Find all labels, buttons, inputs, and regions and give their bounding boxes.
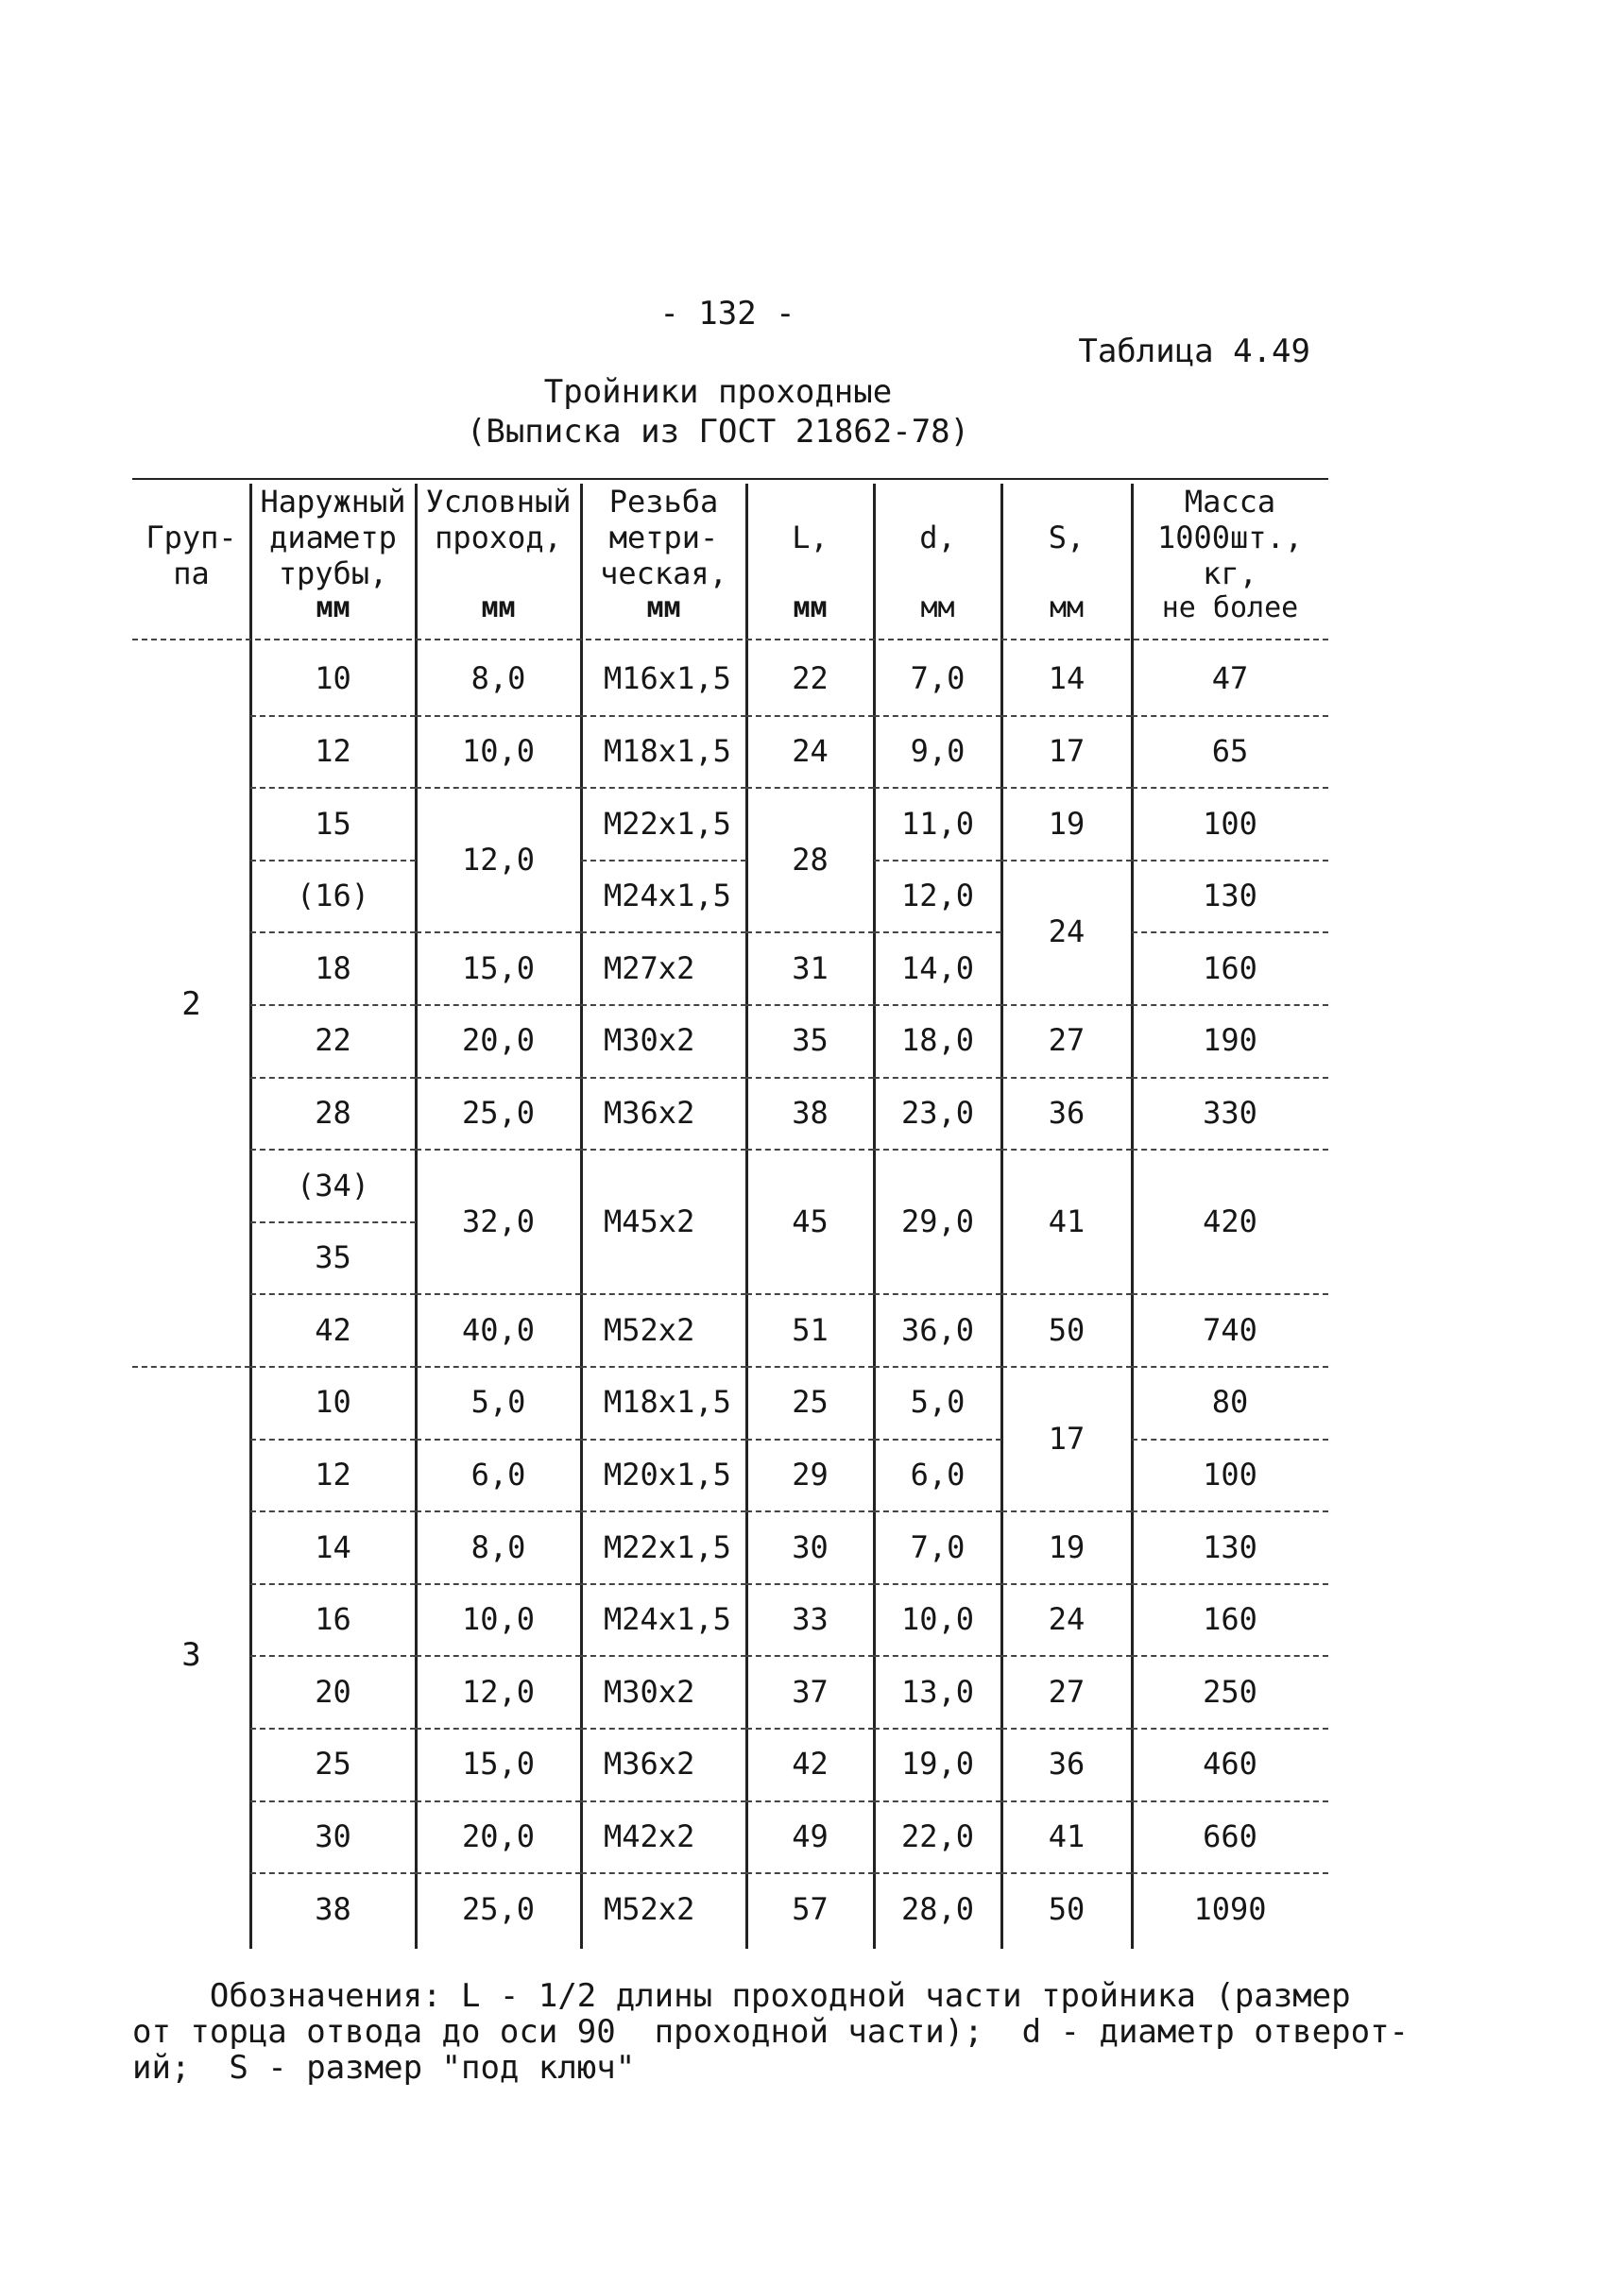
table-cell: 20 bbox=[315, 1673, 351, 1710]
row-separator bbox=[250, 931, 416, 933]
row-separator bbox=[874, 860, 1001, 862]
row-separator bbox=[874, 1800, 1001, 1802]
row-separator bbox=[874, 1004, 1001, 1006]
row-separator bbox=[416, 1439, 581, 1441]
table-cell: М52х2 bbox=[604, 1890, 695, 1927]
table-cell: 28,0 bbox=[900, 1890, 975, 1927]
row-separator bbox=[416, 1149, 581, 1151]
table-cell: 25 bbox=[792, 1384, 829, 1421]
header-line: кг, bbox=[1203, 555, 1257, 591]
table-cell: 22 bbox=[792, 660, 829, 697]
row-separator bbox=[1001, 1510, 1132, 1512]
row-separator bbox=[1132, 1077, 1328, 1079]
row-separator bbox=[746, 1872, 874, 1874]
table-cell: 42 bbox=[792, 1746, 829, 1783]
row-separator bbox=[250, 1077, 416, 1079]
table-cell: М52х2 bbox=[604, 1311, 695, 1348]
row-separator bbox=[416, 1800, 581, 1802]
row-separator bbox=[1001, 1149, 1132, 1151]
row-separator bbox=[1132, 1293, 1328, 1295]
table-cell: 5,0 bbox=[910, 1384, 966, 1421]
row-separator bbox=[1001, 1655, 1132, 1657]
row-separator bbox=[416, 787, 581, 789]
table-cell: М30х2 bbox=[604, 1022, 695, 1059]
row-separator bbox=[581, 1872, 746, 1874]
row-separator bbox=[250, 860, 416, 862]
table-title bbox=[0, 372, 1436, 452]
table-cell: 28 bbox=[315, 1094, 351, 1131]
row-separator bbox=[416, 1872, 581, 1874]
row-separator bbox=[746, 1800, 874, 1802]
row-separator bbox=[416, 1510, 581, 1512]
row-separator bbox=[874, 1439, 1001, 1441]
table-cell: 36,0 bbox=[900, 1311, 975, 1348]
row-separator bbox=[250, 1004, 416, 1006]
table-cell: 6,0 bbox=[910, 1456, 966, 1493]
table-cell: 41 bbox=[1048, 1817, 1086, 1854]
row-separator bbox=[581, 860, 746, 862]
table-cell: 14,0 bbox=[900, 949, 975, 986]
header-line: трубы, bbox=[278, 555, 388, 591]
row-separator bbox=[581, 1728, 746, 1730]
header-line: Груп- bbox=[145, 520, 237, 555]
row-separator bbox=[581, 1439, 746, 1441]
row-separator bbox=[581, 931, 746, 933]
table-cell: 17 bbox=[1048, 1420, 1086, 1457]
table-cell: (34) bbox=[296, 1167, 370, 1203]
table-label: Таблица 4.49 bbox=[1078, 333, 1310, 370]
table-cell: М16х1,5 bbox=[604, 660, 731, 697]
row-separator bbox=[1132, 1800, 1328, 1802]
table-cell: 12,0 bbox=[461, 841, 536, 878]
table-cell: 19,0 bbox=[900, 1746, 975, 1783]
row-separator bbox=[250, 1366, 416, 1368]
table-cell: 250 bbox=[1203, 1673, 1257, 1710]
table-cell: 100 bbox=[1203, 1456, 1257, 1493]
row-separator bbox=[746, 1004, 874, 1006]
row-separator bbox=[1132, 1583, 1328, 1585]
table-cell: 33 bbox=[792, 1601, 829, 1638]
row-separator bbox=[581, 1583, 746, 1585]
table-cell: 41 bbox=[1048, 1203, 1086, 1239]
table-cell: 50 bbox=[1048, 1890, 1086, 1927]
table-cell: 10 bbox=[315, 660, 351, 697]
table-cell: 37 bbox=[792, 1673, 829, 1710]
header-unit: мм bbox=[793, 591, 828, 624]
row-separator bbox=[250, 787, 416, 789]
table-cell: М24х1,5 bbox=[604, 1601, 731, 1638]
table-cell: (16) bbox=[296, 878, 370, 914]
row-separator bbox=[746, 1583, 874, 1585]
row-separator bbox=[581, 715, 746, 717]
table-cell: М36х2 bbox=[604, 1094, 695, 1131]
table-cell: М45х2 bbox=[604, 1203, 695, 1239]
table-cell: 57 bbox=[792, 1890, 829, 1927]
table-cell: 330 bbox=[1203, 1094, 1257, 1131]
table-cell: 25,0 bbox=[461, 1094, 536, 1131]
table-cell: М24х1,5 bbox=[604, 878, 731, 914]
group-label: 2 bbox=[181, 985, 201, 1023]
header-line: d, bbox=[919, 520, 956, 555]
row-separator bbox=[581, 1149, 746, 1151]
table-cell: 12,0 bbox=[900, 878, 975, 914]
table-cell: 15,0 bbox=[461, 1746, 536, 1783]
row-separator bbox=[1132, 715, 1328, 717]
row-separator bbox=[250, 1728, 416, 1730]
header-line: па bbox=[173, 555, 210, 591]
row-separator bbox=[416, 1077, 581, 1079]
table-cell: 1090 bbox=[1193, 1890, 1267, 1927]
row-separator bbox=[250, 1149, 416, 1151]
table-cell: 10,0 bbox=[461, 1601, 536, 1638]
row-separator bbox=[1132, 1872, 1328, 1874]
row-separator bbox=[416, 1728, 581, 1730]
table-cell: М30х2 bbox=[604, 1673, 695, 1710]
row-separator bbox=[746, 1366, 874, 1368]
table-cell: М22х1,5 bbox=[604, 1528, 731, 1565]
table-cell: 32,0 bbox=[461, 1203, 536, 1239]
row-separator bbox=[1001, 1872, 1132, 1874]
row-separator bbox=[1001, 1293, 1132, 1295]
row-separator bbox=[416, 1004, 581, 1006]
table-cell: 15,0 bbox=[461, 949, 536, 986]
row-separator bbox=[1001, 1004, 1132, 1006]
row-separator bbox=[581, 1655, 746, 1657]
header-line: Условный bbox=[425, 484, 572, 520]
table-cell: 160 bbox=[1203, 949, 1257, 986]
table-cell: М18х1,5 bbox=[604, 1384, 731, 1421]
row-separator bbox=[746, 1439, 874, 1441]
row-separator bbox=[1001, 1583, 1132, 1585]
row-separator bbox=[746, 1077, 874, 1079]
row-separator bbox=[250, 1872, 416, 1874]
table-cell: 160 bbox=[1203, 1601, 1257, 1638]
row-separator bbox=[746, 715, 874, 717]
table-cell: 36 bbox=[1048, 1746, 1086, 1783]
legend-line-2: от торца отвода до оси 90 проходной части); d - диаметр отверот- bbox=[132, 2013, 1410, 2051]
row-separator bbox=[416, 1583, 581, 1585]
row-separator bbox=[581, 1366, 746, 1368]
row-separator bbox=[581, 1293, 746, 1295]
table-cell: 50 bbox=[1048, 1311, 1086, 1348]
table-cell: М42х2 bbox=[604, 1817, 695, 1854]
row-separator bbox=[581, 1077, 746, 1079]
table-cell: 18,0 bbox=[900, 1022, 975, 1059]
table-cell: 36 bbox=[1048, 1094, 1086, 1131]
table-cell: 20,0 bbox=[461, 1817, 536, 1854]
row-separator bbox=[250, 1800, 416, 1802]
row-separator bbox=[581, 1004, 746, 1006]
table-cell: 35 bbox=[315, 1239, 351, 1276]
table-cell: 29 bbox=[792, 1456, 829, 1493]
row-separator bbox=[1132, 1149, 1328, 1151]
row-separator bbox=[1132, 1439, 1328, 1441]
header-unit: мм bbox=[316, 591, 350, 624]
header-line: 1000шт., bbox=[1156, 520, 1304, 555]
table-cell: 12 bbox=[315, 732, 351, 769]
table-cell: 10 bbox=[315, 1384, 351, 1421]
row-separator bbox=[1132, 860, 1328, 862]
header-line: Масса bbox=[1184, 484, 1276, 520]
header-line: ческая, bbox=[600, 555, 727, 591]
title-line-1: Тройники проходные bbox=[543, 373, 893, 411]
table-cell: 28 bbox=[792, 841, 829, 878]
table-cell: 8,0 bbox=[470, 660, 526, 697]
row-separator bbox=[581, 1800, 746, 1802]
row-separator bbox=[1132, 1655, 1328, 1657]
header-unit: мм bbox=[646, 591, 681, 624]
table-cell: 6,0 bbox=[470, 1456, 526, 1493]
row-separator bbox=[746, 931, 874, 933]
table-cell: М22х1,5 bbox=[604, 805, 731, 842]
row-separator bbox=[250, 1439, 416, 1441]
row-separator bbox=[250, 1293, 416, 1295]
row-separator bbox=[1001, 1728, 1132, 1730]
page-number: - 132 - bbox=[659, 295, 795, 333]
row-separator bbox=[874, 715, 1001, 717]
title-line-2: (Выписка из ГОСТ 21862-78) bbox=[466, 413, 970, 451]
table-cell: 30 bbox=[315, 1817, 351, 1854]
table-cell: 29,0 bbox=[900, 1203, 975, 1239]
row-separator bbox=[1001, 715, 1132, 717]
row-separator bbox=[1132, 1366, 1328, 1368]
row-separator bbox=[746, 1655, 874, 1657]
table-cell: 24 bbox=[1048, 913, 1086, 950]
table-cell: 20,0 bbox=[461, 1022, 536, 1059]
header-unit: мм bbox=[481, 591, 516, 624]
table-cell: 8,0 bbox=[470, 1528, 526, 1565]
table-cell: 38 bbox=[315, 1890, 351, 1927]
table-cell: 420 bbox=[1203, 1203, 1257, 1239]
table-cell: 45 bbox=[792, 1203, 829, 1239]
table-cell: 49 bbox=[792, 1817, 829, 1854]
row-separator bbox=[416, 715, 581, 717]
row-separator bbox=[416, 931, 581, 933]
table-cell: 80 bbox=[1211, 1384, 1249, 1421]
header-unit: мм bbox=[1049, 591, 1085, 624]
table-cell: 35 bbox=[792, 1022, 829, 1059]
row-separator bbox=[250, 1510, 416, 1512]
table-cell: М20х1,5 bbox=[604, 1456, 731, 1493]
table-cell: 130 bbox=[1203, 878, 1257, 914]
table-cell: 19 bbox=[1048, 805, 1086, 842]
table-cell: 7,0 bbox=[910, 660, 966, 697]
header-line: диаметр bbox=[269, 520, 397, 555]
header-unit: мм bbox=[920, 591, 955, 624]
header-line: Резьба bbox=[608, 484, 719, 520]
header-unit: не более bbox=[1161, 591, 1299, 624]
row-separator bbox=[874, 931, 1001, 933]
row-separator bbox=[1132, 931, 1328, 933]
table-cell: 27 bbox=[1048, 1673, 1086, 1710]
row-separator bbox=[1001, 1800, 1132, 1802]
row-separator bbox=[874, 1728, 1001, 1730]
row-separator bbox=[746, 1510, 874, 1512]
table-cell: 42 bbox=[315, 1311, 351, 1348]
table-cell: 7,0 bbox=[910, 1528, 966, 1565]
table-cell: 38 bbox=[792, 1094, 829, 1131]
row-separator bbox=[581, 1510, 746, 1512]
table-cell: 15 bbox=[315, 805, 351, 842]
table-cell: 12 bbox=[315, 1456, 351, 1493]
row-separator bbox=[250, 1655, 416, 1657]
row-separator bbox=[1132, 1728, 1328, 1730]
table-cell: 30 bbox=[792, 1528, 829, 1565]
table-cell: М36х2 bbox=[604, 1746, 695, 1783]
row-separator bbox=[874, 1872, 1001, 1874]
row-separator bbox=[746, 1149, 874, 1151]
table-top-rule bbox=[132, 478, 1328, 480]
row-separator bbox=[1001, 1366, 1132, 1368]
row-separator bbox=[874, 1655, 1001, 1657]
table-cell: 100 bbox=[1203, 805, 1257, 842]
table-cell: 51 bbox=[792, 1311, 829, 1348]
header-line: S, bbox=[1048, 520, 1086, 555]
row-separator bbox=[1132, 787, 1328, 789]
row-separator bbox=[416, 1293, 581, 1295]
row-separator bbox=[746, 1728, 874, 1730]
table-cell: 25,0 bbox=[461, 1890, 536, 1927]
table-cell: 25 bbox=[315, 1746, 351, 1783]
table-cell: 10,0 bbox=[900, 1601, 975, 1638]
row-separator bbox=[416, 1655, 581, 1657]
row-separator bbox=[1001, 787, 1132, 789]
table-cell: 14 bbox=[1048, 660, 1086, 697]
table-cell: 740 bbox=[1203, 1311, 1257, 1348]
header-line: Наружный bbox=[260, 484, 406, 520]
table-cell: 130 bbox=[1203, 1528, 1257, 1565]
header-line: метри- bbox=[608, 520, 719, 555]
table-cell: 9,0 bbox=[910, 732, 966, 769]
table-cell: 660 bbox=[1203, 1817, 1257, 1854]
row-separator bbox=[874, 1293, 1001, 1295]
table-cell: 5,0 bbox=[470, 1384, 526, 1421]
table-cell: 24 bbox=[792, 732, 829, 769]
header-line: проход, bbox=[435, 520, 562, 555]
table-cell: 27 bbox=[1048, 1022, 1086, 1059]
table-cell: 460 bbox=[1203, 1746, 1257, 1783]
table-cell: 24 bbox=[1048, 1601, 1086, 1638]
legend-line-3: ий; S - размер "под ключ" bbox=[132, 2049, 636, 2087]
table-cell: М27х2 bbox=[604, 949, 695, 986]
row-separator bbox=[250, 1221, 416, 1223]
table-cell: 23,0 bbox=[900, 1094, 975, 1131]
table-cell: 16 bbox=[315, 1601, 351, 1638]
row-separator bbox=[1132, 1510, 1328, 1512]
row-separator bbox=[250, 715, 416, 717]
row-separator bbox=[746, 1293, 874, 1295]
row-separator bbox=[874, 1077, 1001, 1079]
table-cell: 13,0 bbox=[900, 1673, 975, 1710]
row-separator bbox=[874, 1149, 1001, 1151]
row-separator bbox=[416, 1366, 581, 1368]
table-cell: 190 bbox=[1203, 1022, 1257, 1059]
row-separator bbox=[1132, 1004, 1328, 1006]
header-line: L, bbox=[792, 520, 829, 555]
row-separator bbox=[874, 1366, 1001, 1368]
row-separator bbox=[874, 1583, 1001, 1585]
table-cell: 10,0 bbox=[461, 732, 536, 769]
row-separator bbox=[581, 787, 746, 789]
header-separator bbox=[132, 639, 1328, 640]
group-separator bbox=[132, 1366, 250, 1368]
row-separator bbox=[874, 1510, 1001, 1512]
table-cell: 65 bbox=[1211, 732, 1249, 769]
group-label: 3 bbox=[181, 1636, 201, 1675]
table-cell: 11,0 bbox=[900, 805, 975, 842]
row-separator bbox=[874, 787, 1001, 789]
table-cell: 22,0 bbox=[900, 1817, 975, 1854]
table-cell: 14 bbox=[315, 1528, 351, 1565]
table-cell: 31 bbox=[792, 949, 829, 986]
row-separator bbox=[250, 1583, 416, 1585]
row-separator bbox=[1001, 860, 1132, 862]
table-cell: 19 bbox=[1048, 1528, 1086, 1565]
table-cell: 40,0 bbox=[461, 1311, 536, 1348]
table-cell: 47 bbox=[1211, 660, 1249, 697]
table-cell: 22 bbox=[315, 1022, 351, 1059]
table-cell: М18х1,5 bbox=[604, 732, 731, 769]
row-separator bbox=[1001, 1077, 1132, 1079]
table-cell: 12,0 bbox=[461, 1673, 536, 1710]
legend-line-1: Обозначения: L - 1/2 длины проходной части тройника (размер bbox=[132, 1977, 1351, 2015]
row-separator bbox=[746, 787, 874, 789]
table-cell: 18 bbox=[315, 949, 351, 986]
legend bbox=[132, 1977, 1410, 2087]
table-cell: 17 bbox=[1048, 732, 1086, 769]
